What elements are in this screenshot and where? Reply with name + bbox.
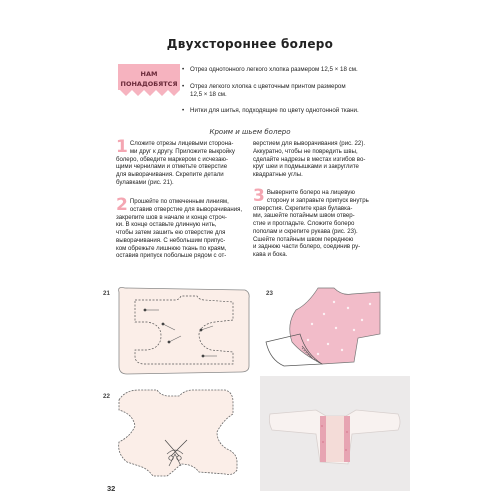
page-number: 32 xyxy=(107,484,116,493)
step-text: сделайте надрезы в местах изгибов во- xyxy=(253,155,366,163)
step-text: выворачивания. С небольшим припус- xyxy=(116,236,226,244)
page-title: Двухстороннее болеро xyxy=(166,37,334,51)
step-text: щими чернилами и отметьте отверстие xyxy=(116,163,228,171)
step-text: закрепите шов в начале и конце строч- xyxy=(116,213,227,221)
step-text: оставив припуск побольше рядом с от- xyxy=(116,252,227,260)
step-text: ми, зашейте потайным швом отвер- xyxy=(253,212,355,220)
step-number: 3 xyxy=(253,186,265,206)
material-text: Отрез однотонного легкого хлопка размером 12,5 × 18 см. xyxy=(190,66,358,73)
bolero-photo-shape xyxy=(260,376,410,491)
step-1 xyxy=(116,137,256,187)
step-text: для выворачивания. Скрепите детали xyxy=(116,171,224,178)
step-text: квадратные углы. xyxy=(253,171,303,178)
badge-line-2: ПОНАДОБЯТСЯ xyxy=(120,80,178,88)
step-text: Сшейте потайным швом переднюю xyxy=(253,235,354,243)
bullet-icon: • xyxy=(182,107,185,114)
figure-22-illustration xyxy=(105,380,255,480)
figure-23-illustration xyxy=(262,284,392,374)
figure-22-label: 22 xyxy=(103,393,110,400)
step-text: булавками (рис. 21). xyxy=(116,178,174,186)
material-item xyxy=(182,107,390,115)
step-text: чтобы затем зашить ею отверстие для xyxy=(116,229,226,236)
step-text: верстием для выворачивания (рис. 22). xyxy=(253,140,366,147)
badge-label xyxy=(118,69,180,89)
step-text: пополам и скрепите рукава (рис. 23). xyxy=(253,227,358,235)
step-text: Аккуратно, чтобы не повредить швы, xyxy=(253,147,358,155)
step-text: Сложите отрезы лицевыми сторона- xyxy=(129,140,234,147)
material-text: Нитки для шитья, подходящие по цвету однотонной ткани. xyxy=(190,107,359,114)
step-text: ком обрежьте лишнюю ткань по краям, xyxy=(116,244,227,252)
finished-bolero-photo xyxy=(260,376,410,491)
bullet-icon: • xyxy=(182,66,185,73)
step-text: кава и бока. xyxy=(253,251,288,258)
step-text: отверстия. Скрепите края булавка- xyxy=(253,204,353,212)
step-2 xyxy=(116,195,256,260)
step-text: стие и прогладьте. Сложите болеро xyxy=(253,220,355,227)
step-text: и заднюю части болеро, соединив ру- xyxy=(253,243,361,251)
bullet-icon: • xyxy=(182,83,185,90)
figure-21-label: 21 xyxy=(103,290,110,297)
step-text: ми друг к другу. Приложите выкройку xyxy=(129,147,235,155)
figure-21-illustration xyxy=(105,280,255,380)
step-number: 1 xyxy=(116,137,128,157)
step-text: ки. В конце оставьте длинную нить, xyxy=(116,221,217,229)
material-text: 12,5 × 18 см. xyxy=(190,91,227,99)
badge-line-1: НАМ xyxy=(140,70,158,78)
step-2-continued xyxy=(253,140,393,179)
step-text: оставив отверстие для выворачивания, xyxy=(129,205,243,213)
section-subheading: Кроим и шьем болеро xyxy=(209,128,291,136)
step-text: сторону и заправьте припуск внутрь xyxy=(266,196,369,204)
materials-badge xyxy=(118,64,180,96)
step-number: 2 xyxy=(116,195,128,215)
step-text: Выверните болеро на лицевую xyxy=(266,189,355,196)
material-text: Отрез легкого хлопка с цветочным принтом размером xyxy=(190,83,346,90)
step-text: Прошейте по отмеченным линиям, xyxy=(129,198,229,205)
figure-23-label: 23 xyxy=(266,290,273,297)
material-item xyxy=(182,66,390,74)
material-item xyxy=(182,83,390,100)
step-3 xyxy=(253,186,393,259)
step-text: болеро, обведите маркером с исчезаю- xyxy=(116,155,229,163)
step-text: круг шеи и подмышками и закруглите xyxy=(253,163,359,171)
